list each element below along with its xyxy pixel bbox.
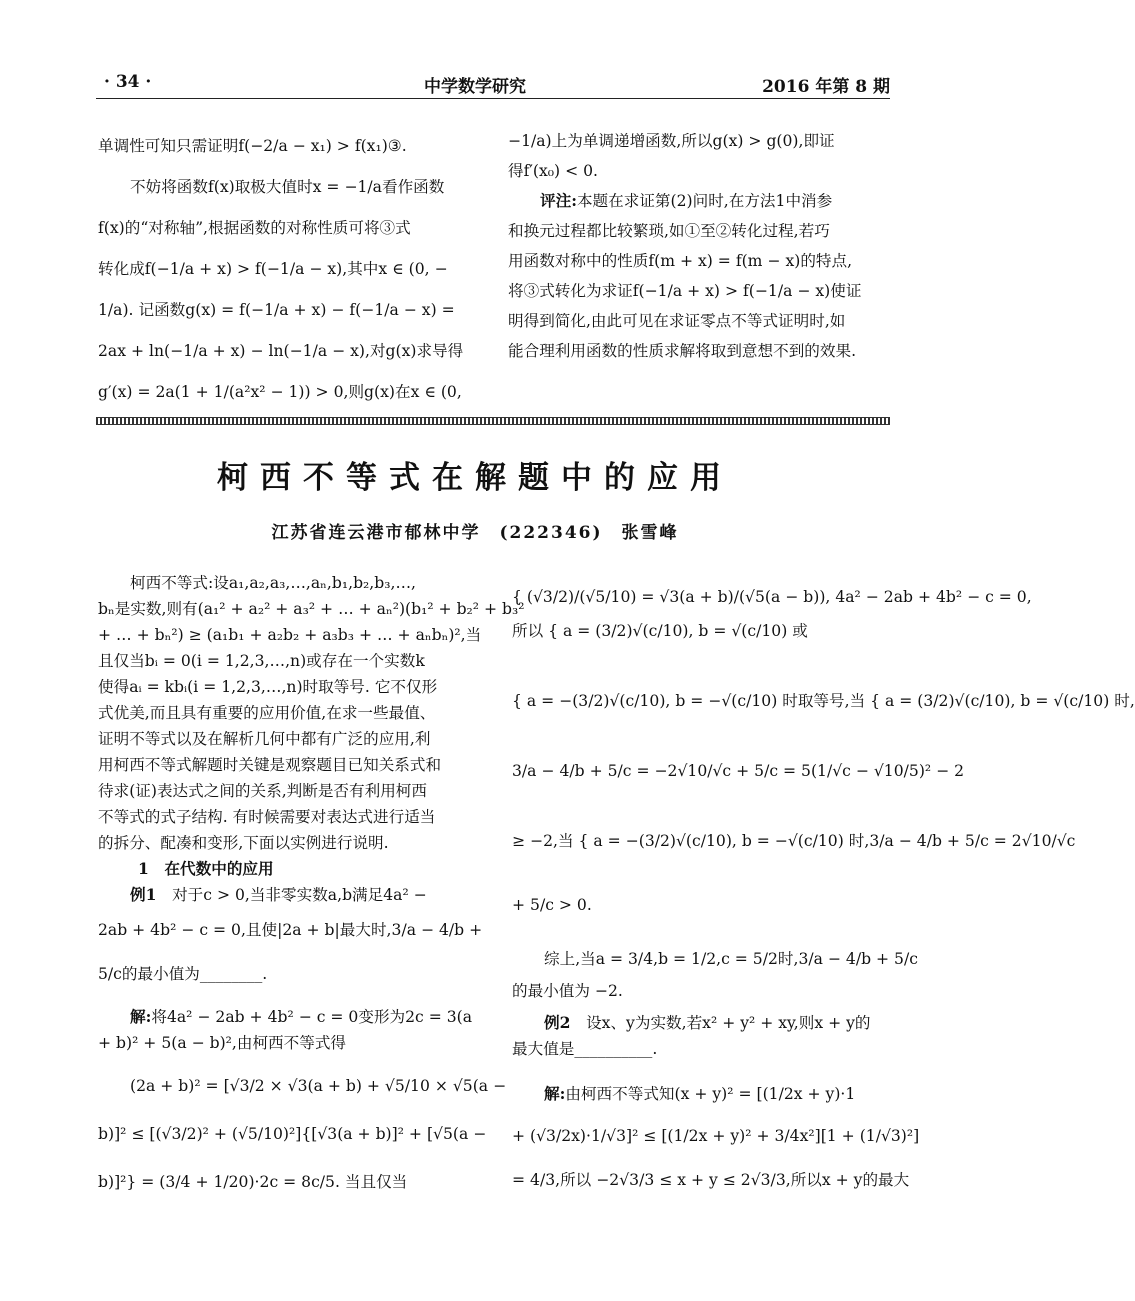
note-text: 本题在求证第(2)问时,在方法1中消参 [576,192,833,210]
issue-label: 2016 年第 8 期 [762,77,890,97]
journal-name: 中学数学研究 [424,77,526,97]
formula-line: 所以 { a = (3/2)√(c/10), b = √(c/10) 或 [512,622,808,640]
left-column [98,570,525,1206]
text-line: 2ax + ln(−1/a + x) − ln(−1/a − x),对g(x)求导得 [98,342,464,360]
text-line: 证明不等式以及在解析几何中都有广泛的应用,利 [98,730,431,748]
author-line: 江苏省连云港市郁林中学 (222346) 张雪峰 [271,523,679,543]
example-label: 例1 [130,885,157,904]
example-text: 设x、y为实数,若x² + y² + xy,则x + y的 [586,1014,871,1032]
section-divider [96,417,890,425]
text-line: 不妨将函数f(x)取极大值时x = −1/a看作函数 [130,178,445,196]
text-line: 的最小值为 −2. [512,982,623,1000]
text-line: bₙ是实数,则有(a₁² + a₂² + a₃² + … + aₙ²)(b₁² + b₂² + b₃² [98,600,525,618]
text-line: 最大值是__________. [512,1040,658,1058]
text-line: 的拆分、配凑和变形,下面以实例进行说明. [98,834,389,852]
note-label: 评注: [540,191,577,210]
text-line: 2ab + 4b² − c = 0,且使|2a + b|最大时,3/a − 4/b + [98,921,483,939]
solution-text: 将4a² − 2ab + 4b² − c = 0变形为2c = 3(a [151,1008,473,1026]
text-line: 1/a). 记函数g(x) = f(−1/a + x) − f(−1/a − x) = [98,301,455,319]
solution-line [512,1074,892,1114]
example-text: 对于c > 0,当非零实数a,b满足4a² − [172,886,427,904]
text-line: g′(x) = 2a(1 + 1/(a²x² − 1)) > 0,则g(x)在x ∈ (0, [98,383,462,401]
text-line: 待求(证)表达式之间的关系,判断是否有利用柯西 [98,782,427,800]
formula-line: 综上,当a = 3/4,b = 1/2,c = 5/2时,3/a − 4/b + 5/c [544,950,918,968]
formula-line: { a = −(3/2)√(c/10), b = −√(c/10) 时取等号,当 { a = (3/2)√(c/10), b = √(c/10) 时, [512,692,1135,710]
text-line: 使得aᵢ = kbᵢ(i = 1,2,3,…,n)时取等号. 它不仅形 [98,678,438,696]
example-line [98,882,478,908]
note-line: 将③式转化为求证f(−1/a + x) > f(−1/a − x)使证 [508,282,862,300]
formula-line: ≥ −2,当 { a = −(3/2)√(c/10), b = −√(c/10) 时,3/a − 4/b + 5/c = 2√10/√c [512,832,1076,850]
right-column [512,580,1135,1202]
text-line: −1/a)上为单调递增函数,所以g(x) > g(0),即证 [508,132,835,150]
top-left-column [98,126,478,413]
header-rule [96,98,890,99]
formula-line: { (√3/2)/(√5/10) = √3(a + b)/(√5(a − b)), 4a² − 2ab + 4b² − c = 0, [512,588,1032,606]
text-line: 且仅当bᵢ = 0(i = 1,2,3,…,n)或存在一个实数k [98,652,425,670]
example-label: 例2 [544,1013,571,1032]
formula-line: (2a + b)² = [√3/2 × √3(a + b) + √5/10 × √5(a − [130,1077,507,1095]
article-title: 柯西不等式在解题中的应用 [217,460,733,496]
text-line: + b)² + 5(a − b)²,由柯西不等式得 [98,1034,347,1052]
text-line: + … + bₙ²) ≥ (a₁b₁ + a₂b₂ + a₃b₃ + … + aₙbₙ)²,当 [98,626,482,644]
solution-label: 解: [544,1084,566,1103]
text-line: 用柯西不等式解题时关键是观察题目已知关系式和 [98,756,442,774]
text-line: 5/c的最小值为________. [98,965,268,983]
formula-line: + (√3/2x)·1/√3]² ≤ [(1/2x + y)² + 3/4x²][1 + (1/√3)²] [512,1127,920,1145]
text-line: 转化成f(−1/a + x) > f(−1/a − x),其中x ∈ (0, − [98,260,448,278]
solution-text: 由柯西不等式知(x + y)² = [(1/2x + y)·1 [565,1085,856,1103]
note-line: 明得到简化,由此可见在求证零点不等式证明时,如 [508,312,846,330]
solution-label: 解: [130,1007,152,1026]
text-line: 柯西不等式:设a₁,a₂,a₃,…,aₙ,b₁,b₂,b₃,…, [130,574,417,592]
solution-line [98,1004,478,1030]
example-line [512,1010,892,1036]
page-number: · 34 · [104,72,152,92]
formula-line: + 5/c > 0. [512,896,592,914]
note-line: 能合理利用函数的性质求解将取到意想不到的效果. [508,342,857,360]
note-line: 用函数对称中的性质f(m + x) = f(m − x)的特点, [508,252,853,270]
text-line: 得f′(x₀) < 0. [508,162,598,180]
note-line: 和换元过程都比较繁琐,如①至②转化过程,若巧 [508,222,830,240]
formula-line: 3/a − 4/b + 5/c = −2√10/√c + 5/c = 5(1/√c − √10/5)² − 2 [512,762,965,780]
formula-line: b)]²} = (3/4 + 1/20)·2c = 8c/5. 当且仅当 [98,1173,408,1191]
text-line: 式优美,而且具有重要的应用价值,在求一些最值、 [98,704,436,722]
text-line: 不等式的式子结构. 有时候需要对表达式进行适当 [98,808,436,826]
formula-line: b)]² ≤ [(√3/2)² + (√5/10)²]{[√3(a + b)]² + [√5(a − [98,1125,487,1143]
note-line [508,186,892,216]
section-heading: 1 在代数中的应用 [138,859,274,878]
formula-line: = 4/3,所以 −2√3/3 ≤ x + y ≤ 2√3/3,所以x + y的最大 [512,1171,910,1189]
top-right-column [508,126,892,366]
text-line: 单调性可知只需证明f(−2/a − x₁) > f(x₁)③. [98,137,407,155]
text-line: f(x)的“对称轴”,根据函数的对称性质可将③式 [98,219,411,237]
